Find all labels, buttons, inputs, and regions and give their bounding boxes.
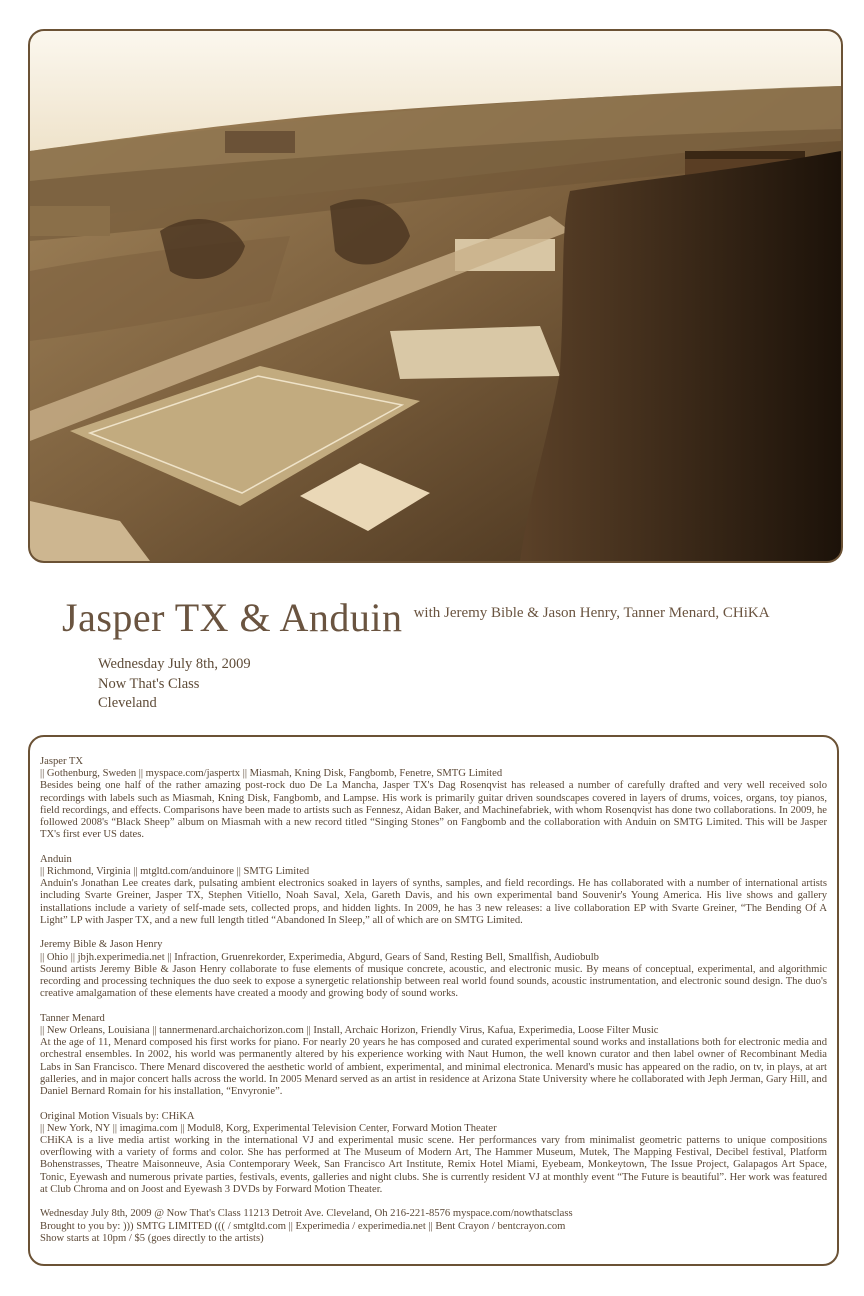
artist-meta: || New Orleans, Louisiana || tannermenard.archaichorizon.com || Install, Archaic Horizon, Friendly Virus, Kafua, Experimedia, Loose Filter Music: [40, 1025, 659, 1037]
footer-price-line: Show starts at 10pm / $5 (goes directly to the artists): [40, 1232, 264, 1244]
footer-sponsors-line: Brought to you by: ))) SMTG LIMITED ((( / smtgltd.com || Experimedia / experimedia.net || Bent Crayon / bentcrayon.com: [40, 1220, 566, 1232]
artist-name: Anduin: [40, 853, 72, 865]
artist-meta: || Richmond, Virginia || mtgltd.com/anduinore || SMTG Limited: [40, 866, 310, 878]
artist-name: Jeremy Bible & Jason Henry: [40, 939, 163, 951]
artist-meta: || Ohio || jbjh.experimedia.net || Infraction, Gruenrekorder, Experimedia, Abgurd, Gears of Sand, Resting Bell, Smallfish, Audiobulb: [40, 951, 599, 963]
footer-venue-line: Wednesday July 8th, 2009 @ Now That's Class 11213 Detroit Ave. Cleveland, Oh 216-221-8576 myspace.com/nowthatsclass: [40, 1208, 573, 1220]
event-venue: Now That's Class: [98, 675, 200, 692]
artist-info-box: [28, 735, 839, 1266]
artist-name: Jasper TX: [40, 756, 84, 767]
headliner-title: Jasper TX & Anduin: [62, 595, 403, 640]
artist-section-tanner-menard: [40, 1013, 827, 1098]
event-headline: [62, 594, 770, 641]
event-date: Wednesday July 8th, 2009: [98, 656, 251, 672]
event-details: [98, 655, 251, 714]
aerial-photo: [28, 29, 843, 563]
artist-section-anduin: [40, 854, 827, 927]
artist-bio: Sound artists Jeremy Bible & Jason Henry collaborate to fuse elements of musique concrete, acoustic, and electronic music. By means of conceptual, experimental, and algorithmic recording and processing techniques the duo seek to expose a synergetic relationship between real world found sounds, acoustic instrumentation, and electronic sound design. The duo's creative amalgamation of these elements have created a moody and growing body of sound works.: [40, 963, 827, 1000]
artist-meta: || New York, NY || imagima.com || Modul8, Korg, Experimental Television Center, Forward Motion Theater: [40, 1122, 497, 1134]
artist-section-chika: [40, 1111, 827, 1196]
artist-name: Original Motion Visuals by: CHiKA: [40, 1110, 195, 1122]
artist-bio: Besides being one half of the rather amazing post-rock duo De La Mancha, Jasper TX's Dag Rosenqvist has released a number of carefully drafted and very well received solo recordings with labels such as Miasmah, Kning Disk, Fangbomb, and Lampse. His work is primarily guitar driven soundscapes covered in layers of drums, voices, organs, toy pianos, field recordings, and effects. Comparisons have been made to artists such as Fennesz, Aidan Baker, and Machinefabriek, with whom Rosenqvist has done two collaborations. In 2009, he followed 2008's “Black Sheep” album on Miasmah with a new record titled “Singing Stones” on Fangbomb and the collaboration with Anduin on SMTG Limited. This will be Jasper TX's first ever US dates.: [40, 780, 827, 841]
artist-bio: At the age of 11, Menard composed his first works for piano. For nearly 20 years he has composed and curated experimental sound works and installations both for electronic media and orchestral ensembles. In 2002, his world was permanently altered by his experience working with Naut Humon, the well known curator and then label owner of Recombinant Media Labs in San Francisco. There Menard discovered the aesthetic world of ambient, experimental, and minimal electronica. Menard's music has appeared on the radio, on tv, in plays, at art galleries, and in major concert halls across the world. In 2005 Menard served as an artist in residence at Arizona State University where he collaborated with Jeph Jerman, Gary Hill, and Daniel Bernard Romain for his installation, “Envyronie”.: [40, 1037, 827, 1098]
event-footer: [40, 1208, 827, 1245]
artist-name: Tanner Menard: [40, 1012, 105, 1024]
artist-meta: || Gothenburg, Sweden || myspace.com/jaspertx || Miasmah, Kning Disk, Fangbomb, Fenetre, SMTG Limited: [40, 768, 503, 780]
event-city: Cleveland: [98, 695, 157, 711]
artist-section-bible-henry: [40, 939, 827, 1000]
artist-bio: CHiKA is a live media artist working in the international VJ and experimental music scene. Her performances vary from minimalist geometric patterns to unique compositions overflowing with a variety of forms and color. She has performed at The Museum of Modern Art, The Hammer Museum, Mutek, The Mapping Festival, Decibel festival, Platform Bohenstrasses, Theatre Maisonneuve, Asia Contemporary Week, San Francisco Art Institute, Remix Hotel Miami, Eyebeam, Monkeytown, The Issue Project, Galapagos Art Space, Tonic, Eyewash and numerous private parties, festivals, events, galleries and night clubs. She is currently resident VJ at monthly event “The Future is beautiful”. Her work was featured at Club Chroma and on Joost and Eyewash 3 DVDs by Forward Motion Theater.: [40, 1135, 827, 1195]
artist-section-jasper-tx: [40, 756, 827, 841]
aerial-photo-illustration: [30, 31, 841, 561]
artist-bio: Anduin's Jonathan Lee creates dark, pulsating ambient electronics soaked in layers of synths, samples, and field recordings. He has collaborated with a number of international artists including Svarte Greiner, Jasper TX, Stephen Vitiello, Noah Saval, Xela, Gareth Davis, and his own experimental band Souvenir's Young America. His live shows and gallery installations include a variety of self-made sets, collected props, and hidden lights. In 2009, he has 3 new releases: a live collaboration EP with Svarte Greiner, “The Bending Of A Light” LP with Jasper TX, and a new full length titled “Abandoned In Sleep,” all of which are on SMTG Limited.: [40, 878, 827, 926]
supporting-acts: with Jeremy Bible & Jason Henry, Tanner Menard, CHiKA: [413, 605, 770, 621]
